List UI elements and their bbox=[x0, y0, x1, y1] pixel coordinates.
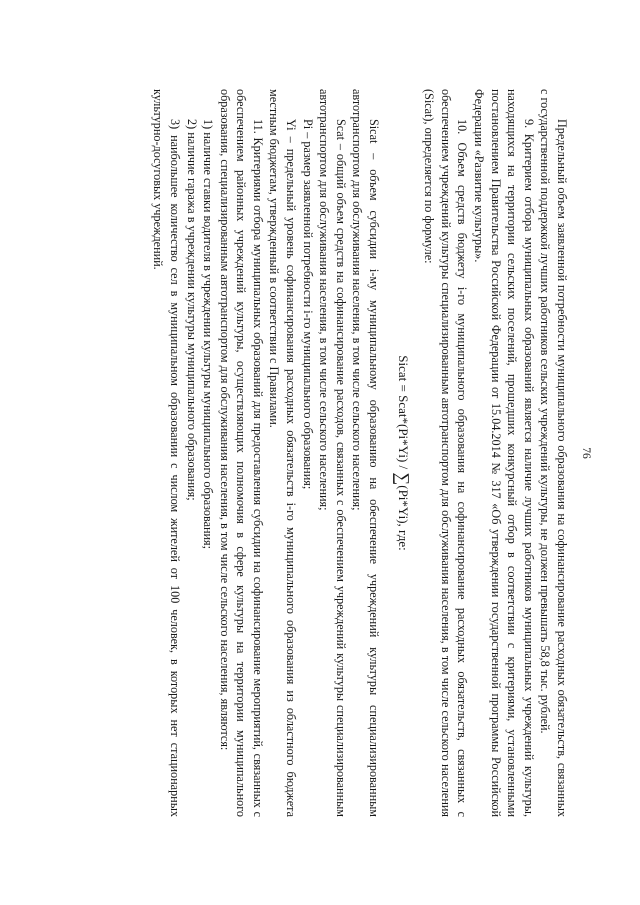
criterion-2: 2) наличие гаража в учреждении культуры муниципального образования; bbox=[184, 118, 199, 501]
formula-operator: * bbox=[395, 417, 411, 424]
formula-operator-3: * bbox=[395, 499, 411, 507]
document-body bbox=[150, 89, 570, 817]
definition-pi: Pi – размер заявленной потребности i-го муниципального образования; bbox=[300, 118, 315, 489]
page-number: 76 bbox=[580, 446, 592, 459]
formula-right: (Pi bbox=[395, 484, 411, 500]
formula-mid-2: Yi) / bbox=[395, 445, 411, 469]
definition-scat: Scat – общий объем средств на софинансирование расходов, связанных с обеспечением учреждений культуры специализированным автотранспортом для обслуживания населения, в том числе сельского населения; bbox=[317, 88, 348, 817]
formula-operator-2: * bbox=[395, 438, 411, 446]
paragraph-limit: Предельный объем заявленной потребности муниципального образования на софинансирование расходных обязательств, связанных с государственной поддержкой лучших работников сельских учреждений культуры, не должен превышать 58,8 тыс. рублей. bbox=[538, 88, 569, 817]
paragraph-9: 9. Критерием отбора муниципальных образований является наличие лучших работников муниципальных учреждений культуры, находящихся на территории сельских поселений, прошедших конкурсный отбор в соответствии с критериями, установленными постановлением Правительства Российской Федерации от 15.04.2014 № 317 «Об утверждении государственной программы Российской Федерации «Развитие культуры». bbox=[472, 88, 536, 817]
definition-yi: Yi – предельный уровень софинансирования расходных обязательств i-го муниципального образования из областного бюджета местным бюджетам, утвержденный в соответствии с Правилами. bbox=[267, 88, 299, 817]
rotated-sheet bbox=[40, 23, 600, 883]
definition-sicat: Sicat – объем субсидии i-му муниципальному образованию на обеспечение учреждений культуры специализированным автотранспортом для обслуживания населения, в том числе сельского населения; bbox=[350, 88, 382, 817]
criterion-1: 1) наличие ставки водителя в учреждении культуры муниципального образования; bbox=[201, 118, 216, 549]
paragraph-10: 10. Объем средств бюджету i-го муниципального образования на софинансирование расходных обязательств, связанных с обеспечением учреждений культуры специализированным автотранспортом для обслуживания населения, в том числе сельского населения (Sicat), определяется по формуле: bbox=[422, 88, 470, 817]
criterion-3: 3) наибольшее количество сел в муниципальном образовании с числом жителей от 100 человек, в которых нет стационарных культурно-досуговых учреждений. bbox=[151, 88, 182, 817]
formula-right-2: Yi), где: bbox=[395, 506, 411, 551]
subsidy-formula bbox=[394, 89, 411, 817]
paragraph-11: 11. Критериями отбора муниципальных образований для предоставления субсидии на софинансирование мероприятий, связанных с обеспечением районных учреждений культуры, осуществляющих полномочия в сфере культуры на территории муниципального образования, специализированным автотранспортом для обслуживания населения, в том числе сельского населения, являются: bbox=[217, 88, 265, 817]
sigma-symbol: ∑ bbox=[392, 471, 413, 485]
formula-mid: (Pi bbox=[395, 423, 411, 439]
formula-left: Sicat = Scat bbox=[395, 354, 411, 417]
